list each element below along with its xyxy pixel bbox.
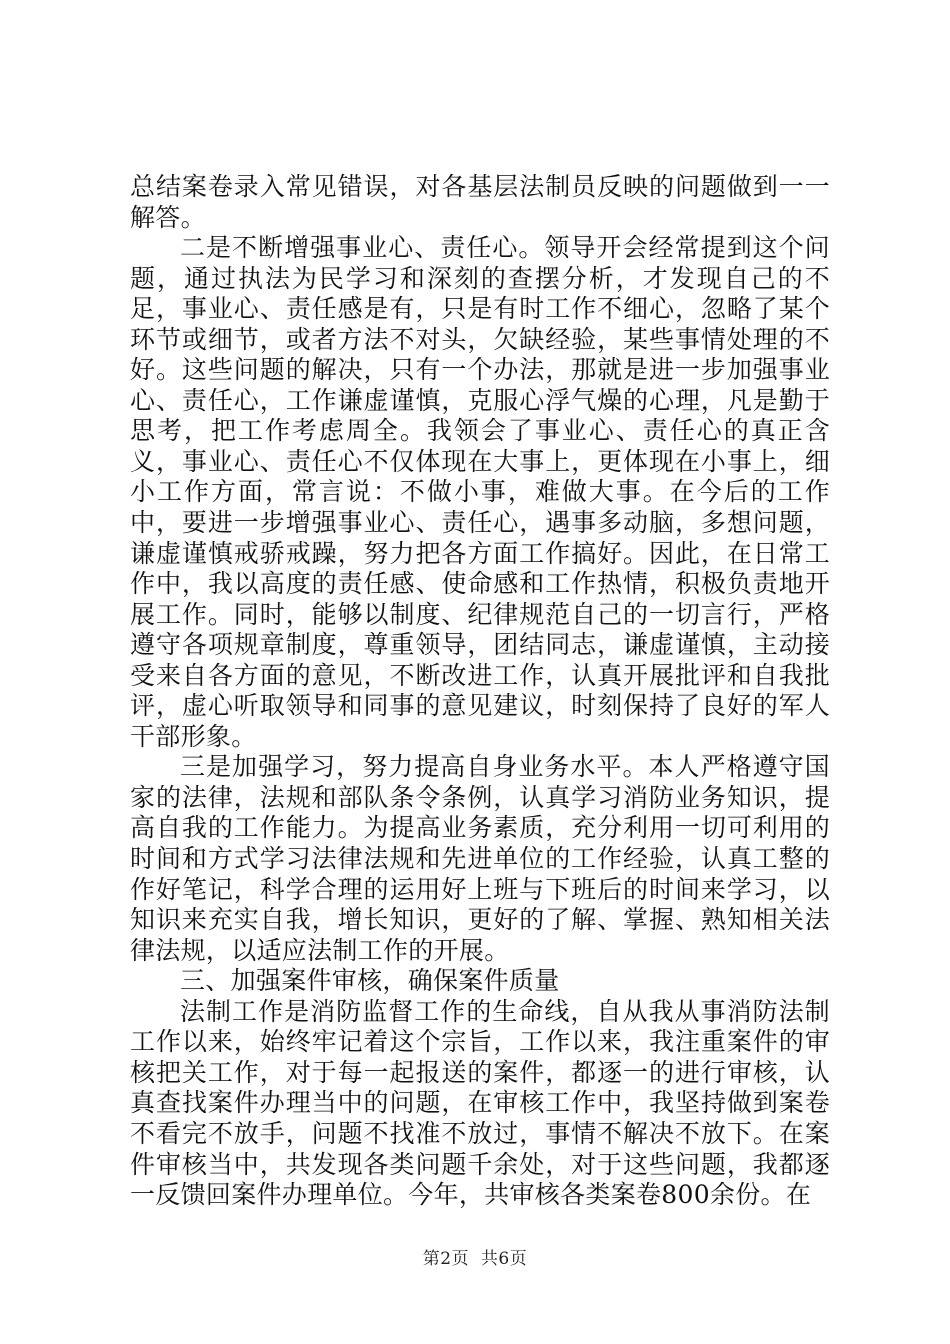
paragraph-continuation: 总结案卷录入常见错误，对各基层法制员反映的问题做到一一解答。 [130, 172, 830, 232]
paragraph-study: 三是加强学习，努力提高自身业务水平。本人严格遵守国家的法律，法规和部队条令条例，认真学习消防业务知识，提高自我的工作能力。为提高业务素质，充分利用一切可利用的时间和方式学习法律法规和先进单位的工作经验，认真工整的作好笔记，科学合理的运用好上班与下班后的时间来学习，以知识来充实自我，增长知识，更好的了解、掌握、熟知相关法律法规，以适应法制工作的开展。 [130, 752, 830, 965]
page-number-footer: 第2页 共6页 [422, 1249, 528, 1269]
paragraph-responsibility: 二是不断增强事业心、责任心。领导开会经常提到这个问题，通过执法为民学习和深刻的查摆分析，才发现自己的不足，事业心、责任感是有，只是有时工作不细心，忽略了某个环节或细节，或者方法不对头，欠缺经验，某些事情处理的不好。这些问题的解决，只有一个办法，那就是进一步加强事业心、责任心，工作谦虚谨慎，克服心浮气燥的心理，凡是勤于思考，把工作考虑周全。我领会了事业心、责任心的真正含义，事业心、责任心不仅体现在大事上，更体现在小事上，细小工作方面，常言说：不做小事，难做大事。在今后的工作中，要进一步增强事业心、责任心，遇事多动脑，多想问题，谦虚谨慎戒骄戒躁，努力把各方面工作搞好。因此，在日常工作中，我以高度的责任感、使命感和工作热情，积极负责地开展工作。同时，能够以制度、纪律规范自己的一切言行，严格遵守各项规章制度，尊重领导，团结同志，谦虚谨慎，主动接受来自各方面的意见，不断改进工作，认真开展批评和自我批评，虚心听取领导和同事的意见建议，时刻保持了良好的军人干部形象。 [130, 233, 830, 751]
section-heading-case-review: 三、加强案件审核，确保案件质量 [180, 966, 560, 996]
document-body [130, 172, 830, 1211]
paragraph-case-review: 法制工作是消防监督工作的生命线，自从我从事消防法制工作以来，始终牢记着这个宗旨，工作以来，我注重案件的审核把关工作，对于每一起报送的案件，都逐一的进行审核，认真查找案件办理当中的问题，在审核工作中，我坚持做到案卷不看完不放手，问题不找准不放过，事情不解决不放下。在案件审核当中，共发现各类问题千余处，对于这些问题，我都逐一反馈回案件办理单位。今年，共审核各类案卷800余份。在 [130, 996, 830, 1210]
